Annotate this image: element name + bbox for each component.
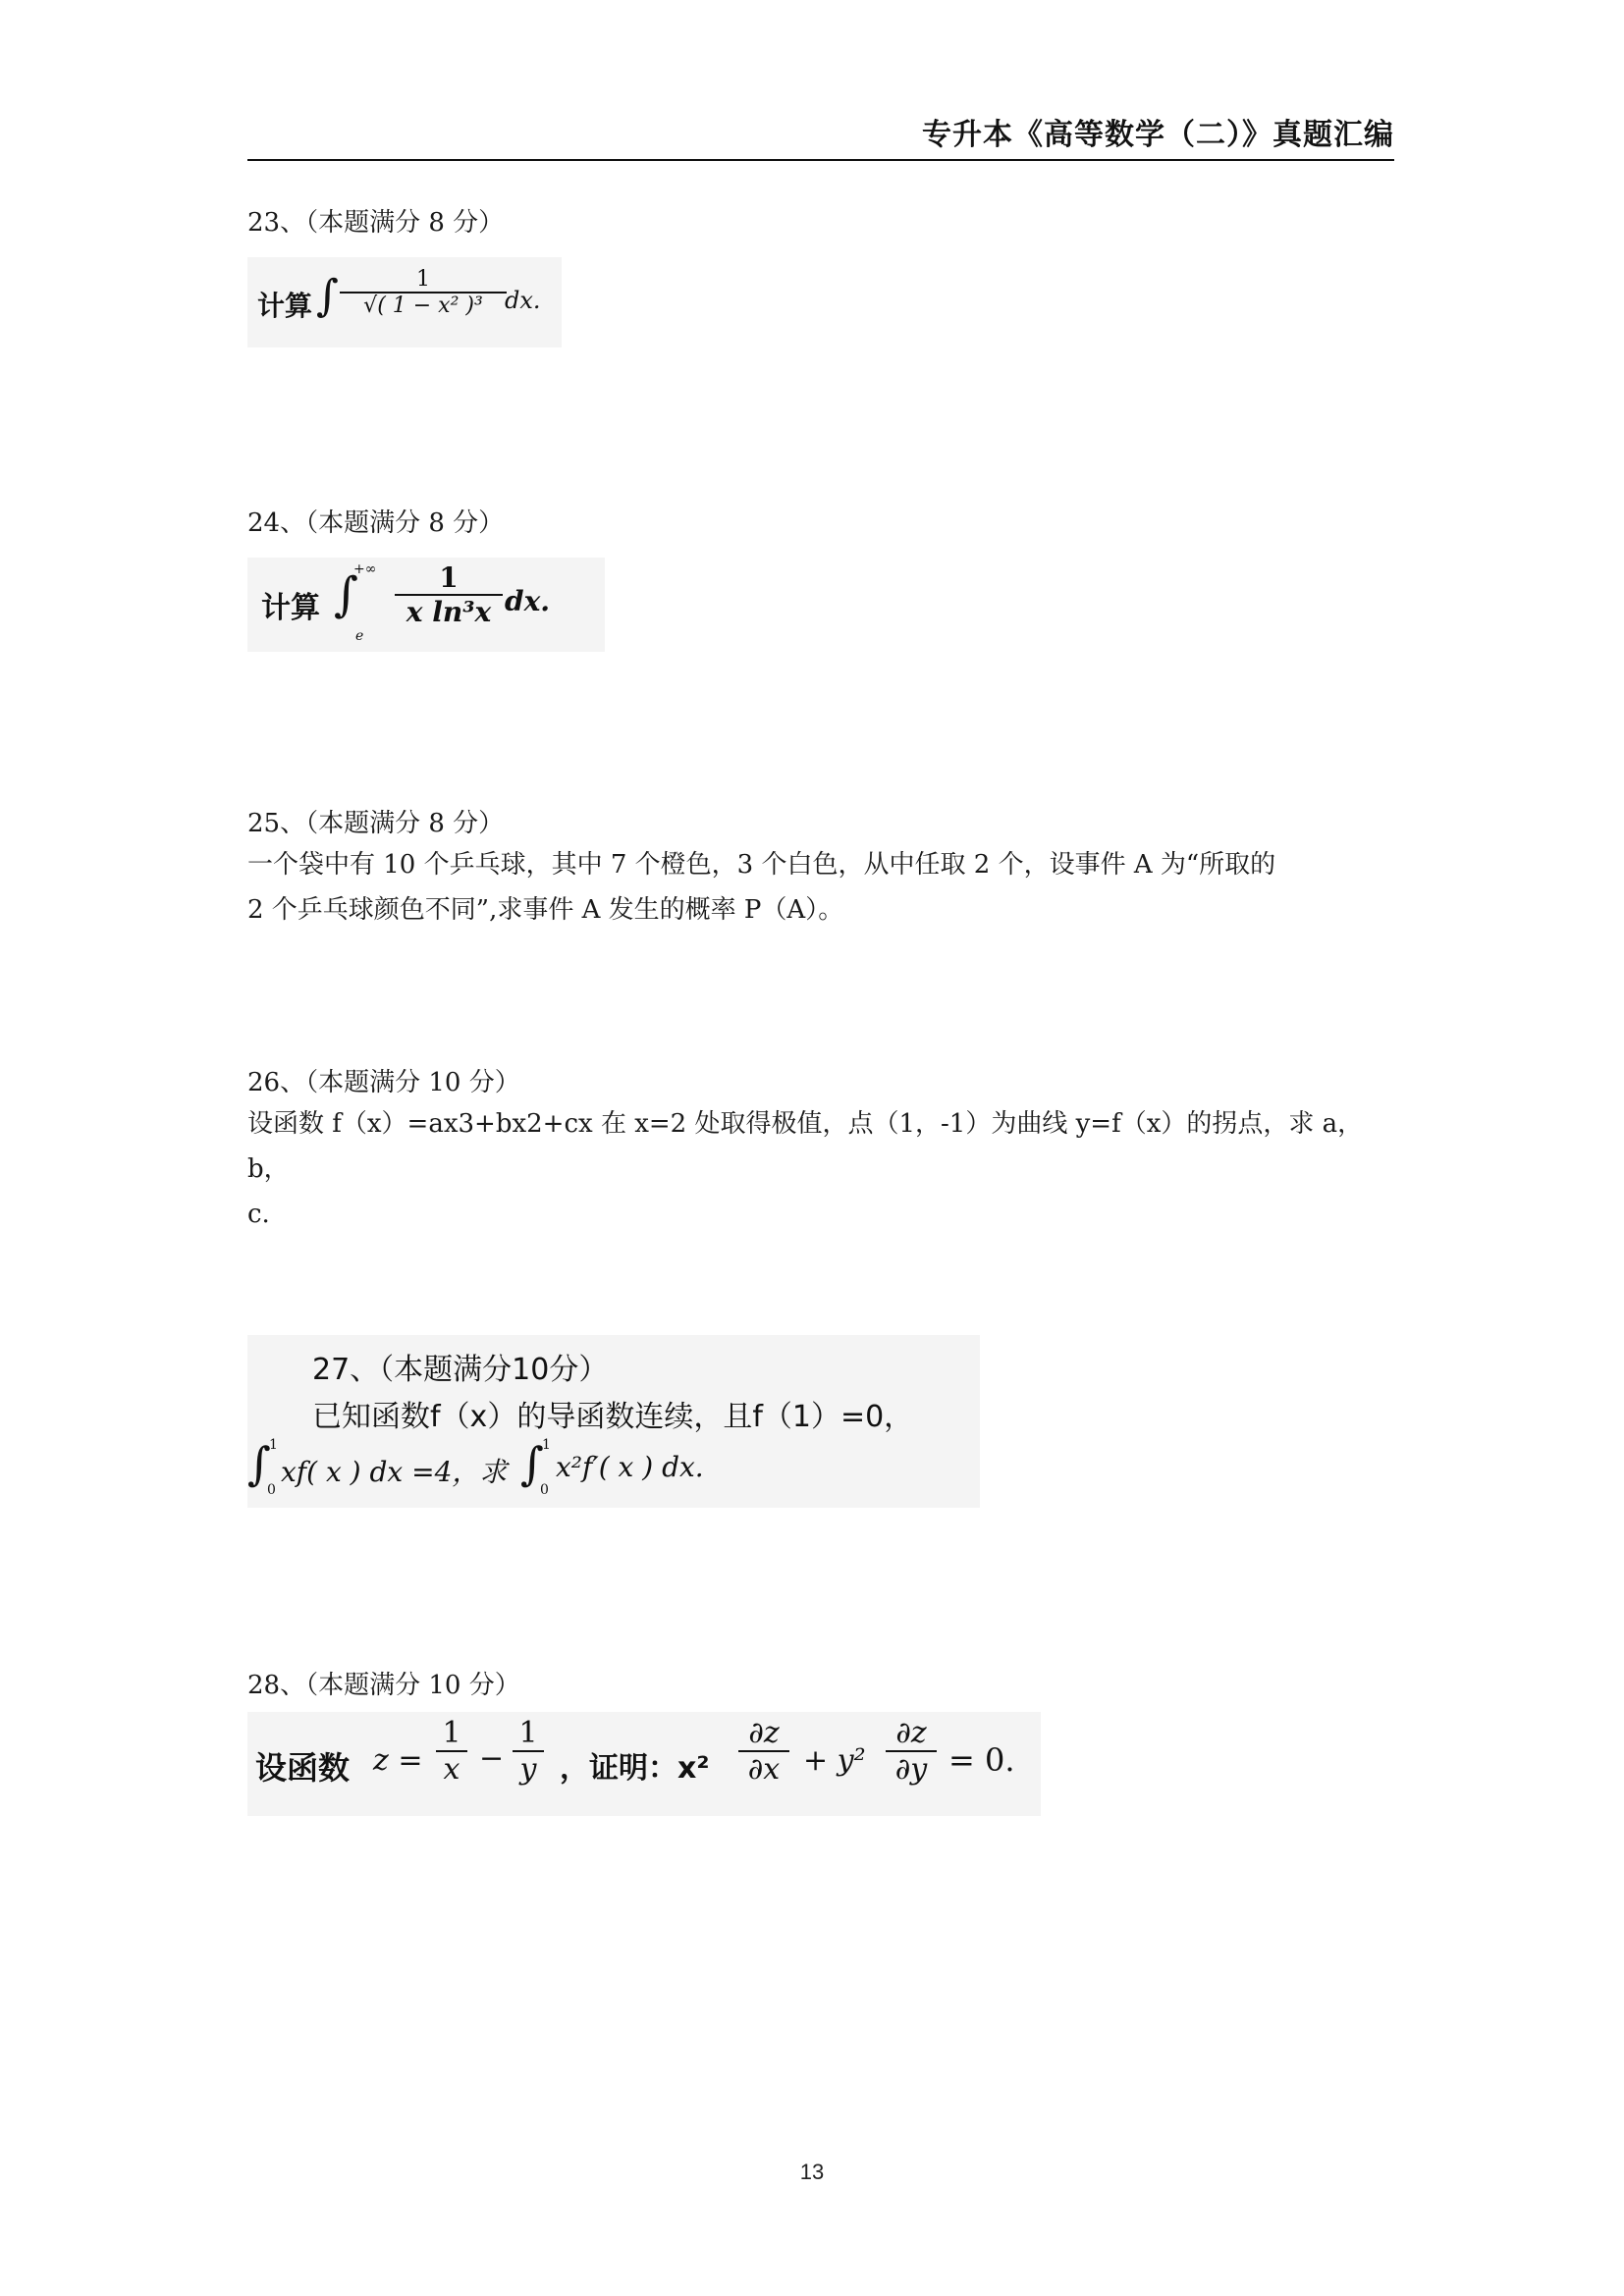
q28-plus-y2: + y² (803, 1743, 866, 1778)
question-26-text (247, 1101, 1394, 1237)
q23-tail: dx. (505, 287, 541, 314)
q23-integral-sign: ∫ (316, 271, 339, 321)
question-27-image (247, 1335, 980, 1508)
q28-fraction-2 (513, 1716, 544, 1787)
page-number: 13 (799, 2160, 825, 2184)
question-25-text (247, 842, 1394, 933)
q24-lower-limit: e (355, 628, 364, 644)
q28-frac4-den: ∂y (894, 1752, 928, 1787)
q27-integral-sign-1: ∫ (247, 1437, 271, 1490)
q25-line-1: 一个袋中有 10 个乒乓球，其中 7 个橙色，3 个白色，从中任取 2 个，设事件 A 为“所取的 (247, 850, 1276, 880)
q27-lower-limit-2: 0 (540, 1482, 549, 1498)
q28-frac2-num: 1 (518, 1716, 538, 1750)
question-26-heading: 26、（本题满分 10 分） (247, 1068, 520, 1097)
q28-result: = 0. (948, 1741, 1015, 1779)
q28-lead: 设函数 (255, 1749, 351, 1787)
q24-lead: 计算 (261, 591, 320, 625)
question-23-heading: 23、（本题满分 8 分） (247, 208, 505, 238)
q28-frac2-den: y (519, 1752, 537, 1787)
q28-minus: − (479, 1741, 505, 1776)
page-header (247, 116, 1394, 161)
q27-upper-limit-2: 1 (542, 1437, 551, 1453)
q24-numerator: 1 (439, 561, 459, 594)
q24-tail: dx. (505, 585, 551, 617)
q23-fraction (340, 267, 507, 318)
q26-line-2: c. (247, 1200, 270, 1229)
q27-integral-sign-2: ∫ (520, 1437, 544, 1490)
question-28-heading: 28、（本题满分 10 分） (247, 1671, 520, 1700)
q23-denominator: √( 1 − x² )³ (363, 294, 483, 318)
q28-frac3-num: ∂z (748, 1716, 780, 1750)
q28-fraction-4 (886, 1716, 937, 1787)
question-24-formula (247, 558, 605, 652)
q28-frac1-num: 1 (442, 1716, 461, 1750)
q23-lead: 计算 (257, 290, 313, 322)
q24-integral-sign: ∫ (334, 567, 359, 622)
header-title: 专升本《高等数学（二）》真题汇编 (922, 118, 1394, 152)
q28-frac4-num: ∂z (895, 1716, 927, 1750)
q28-fraction-3 (738, 1716, 789, 1787)
q26-line-1: 设函数 f（x）=ax3+bx2+cx 在 x=2 处取得极值，点（1，-1）为曲线 y=f（x）的拐点，求 a，b， (247, 1109, 1364, 1184)
question-25-heading: 25、（本题满分 8 分） (247, 809, 505, 838)
q27-line-1: 已知函数f（x）的导函数连续，且f（1）=0， (312, 1400, 914, 1434)
q25-line-2: 2 个乒乓球颜色不同”,求事件 A 发生的概率 P（A）。 (247, 895, 844, 925)
q28-frac3-den: ∂x (747, 1752, 781, 1787)
q24-fraction (395, 561, 503, 628)
q24-upper-limit: +∞ (353, 561, 377, 577)
question-24-heading: 24、（本题满分 8 分） (247, 508, 505, 538)
q27-lower-limit-1: 0 (267, 1482, 276, 1498)
q27-heading: 27、（本题满分10分） (312, 1353, 609, 1387)
q28-prove: ，证明：x² (560, 1751, 710, 1786)
question-23-formula (247, 257, 562, 347)
q23-numerator: 1 (416, 267, 430, 292)
q27-upper-limit-1: 1 (269, 1437, 278, 1453)
question-28-formula (247, 1712, 1041, 1816)
q28-z-equals: z = (373, 1743, 423, 1778)
q28-frac1-den: x (443, 1752, 460, 1787)
q27-expression-2: x²f′( x ) dx. (556, 1451, 704, 1483)
q27-expression-1: xf( x ) dx =4，求 (281, 1456, 508, 1488)
q24-denominator: x ln³x (406, 596, 492, 628)
q28-fraction-1 (436, 1716, 467, 1787)
